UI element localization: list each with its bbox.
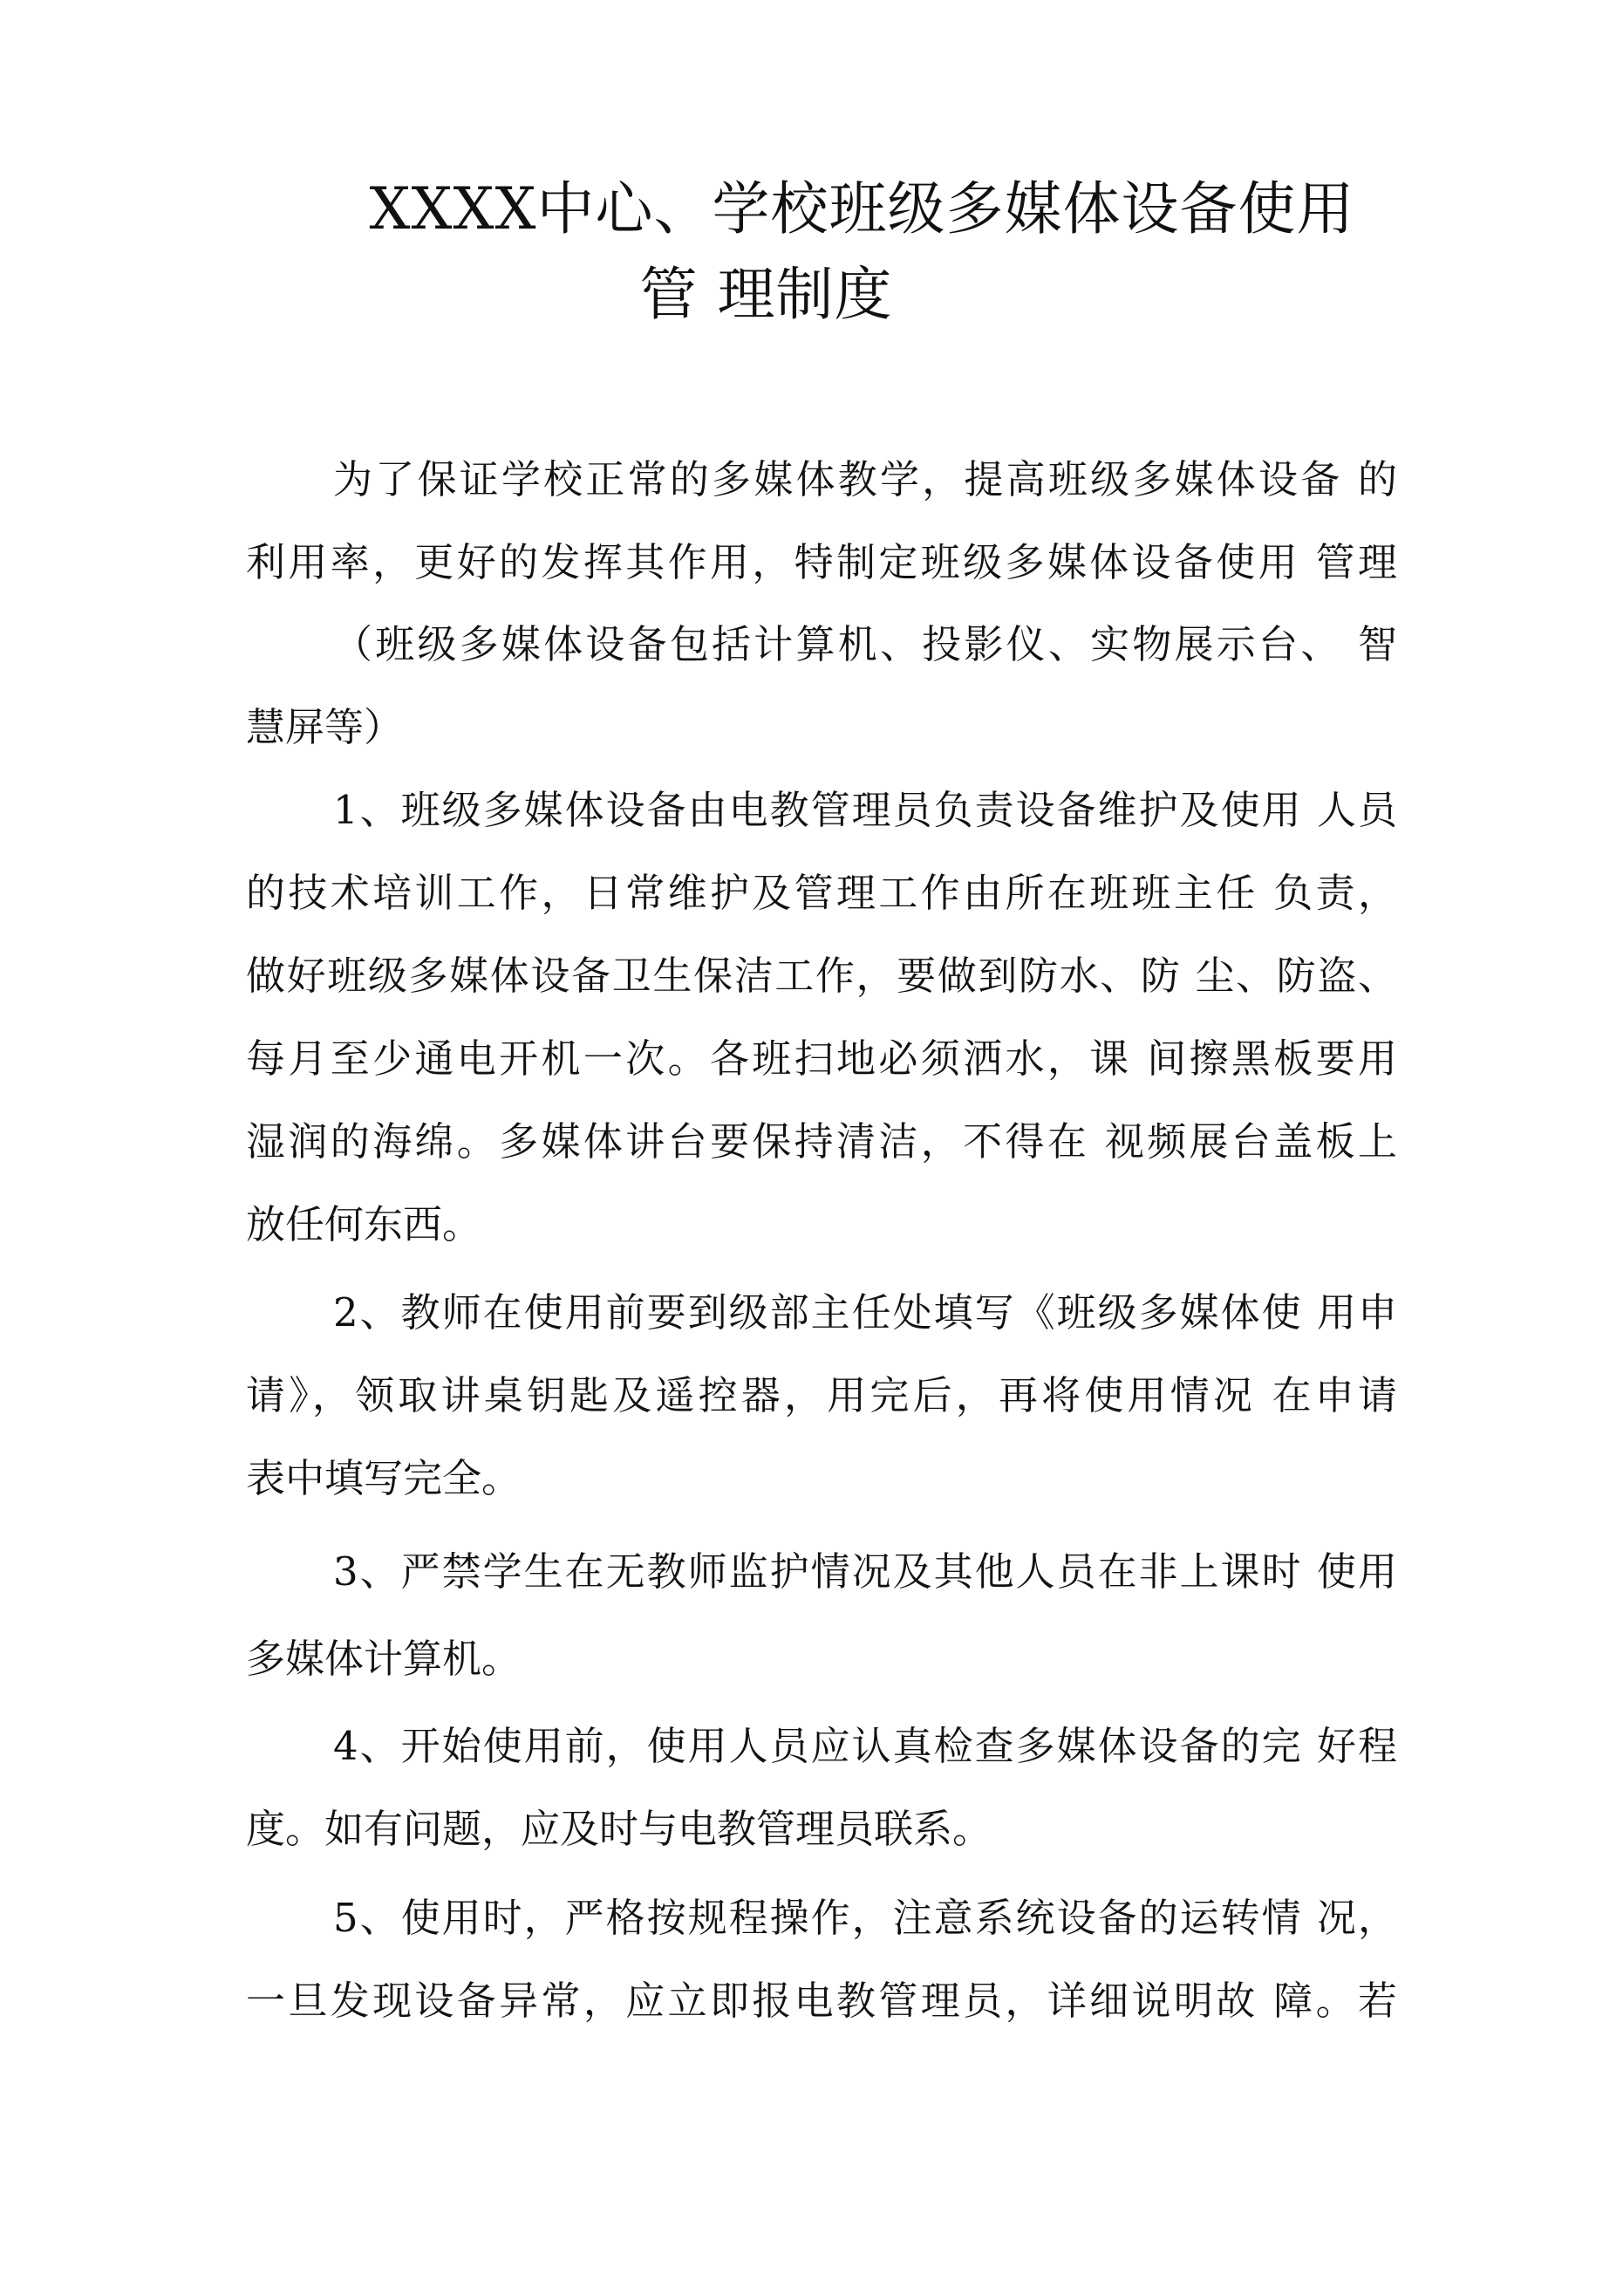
body-line: 做好班级多媒体设备卫生保洁工作，要做到防水、防 尘、防盗、 xyxy=(246,953,1397,999)
body-line: 每月至少通电开机一次。各班扫地必须洒水，课 间擦黑板要用 xyxy=(246,1035,1397,1082)
body-line: 度。如有问题，应及时与电教管理员联系。 xyxy=(246,1806,992,1852)
body-line: 放任何东西。 xyxy=(246,1201,482,1247)
body-line: 慧屏等） xyxy=(246,704,404,750)
body-line: （班级多媒体设备包括计算机、投影仪、实物展示台、 智 xyxy=(333,621,1397,667)
body-line: 一旦发现设备异常，应立即报电教管理员，详细说明故 障。若 xyxy=(246,1978,1397,2024)
body-line: 多媒体计算机。 xyxy=(246,1636,522,1682)
body-line: 为了保证学校正常的多媒体教学，提高班级多媒体设备 的 xyxy=(333,456,1397,502)
body-line: 1、班级多媒体设备由电教管理员负责设备维护及使用 人员 xyxy=(333,787,1397,833)
body-line: 请》，领取讲桌钥匙及遥控器，用完后，再将使用情况 在申请 xyxy=(246,1372,1397,1418)
body-line: 5、使用时，严格按规程操作，注意系统设备的运转情 况， xyxy=(333,1895,1397,1941)
body-line: 利用率，更好的发挥其作用，特制定班级多媒体设备使用 管理 xyxy=(246,539,1397,585)
body-line: 表中填写完全。 xyxy=(246,1455,522,1501)
body-line: 3、严禁学生在无教师监护情况及其他人员在非上课时 使用 xyxy=(333,1548,1397,1595)
body-line: 4、开始使用前，使用人员应认真检查多媒体设备的完 好程 xyxy=(333,1723,1397,1769)
body-line: 的技术培训工作，日常维护及管理工作由所在班班主任 负责， xyxy=(246,870,1397,916)
document-title-line-1: XXXX中心、学校班级多媒体设备使用 xyxy=(369,175,1355,243)
document-title-line-2: 管 理制度 xyxy=(639,261,893,328)
body-line: 湿润的海绵。多媒体讲台要保持清洁，不得在 视频展台盖板上 xyxy=(246,1118,1397,1165)
body-line: 2、教师在使用前要到级部主任处填写《班级多媒体使 用申 xyxy=(333,1289,1397,1336)
